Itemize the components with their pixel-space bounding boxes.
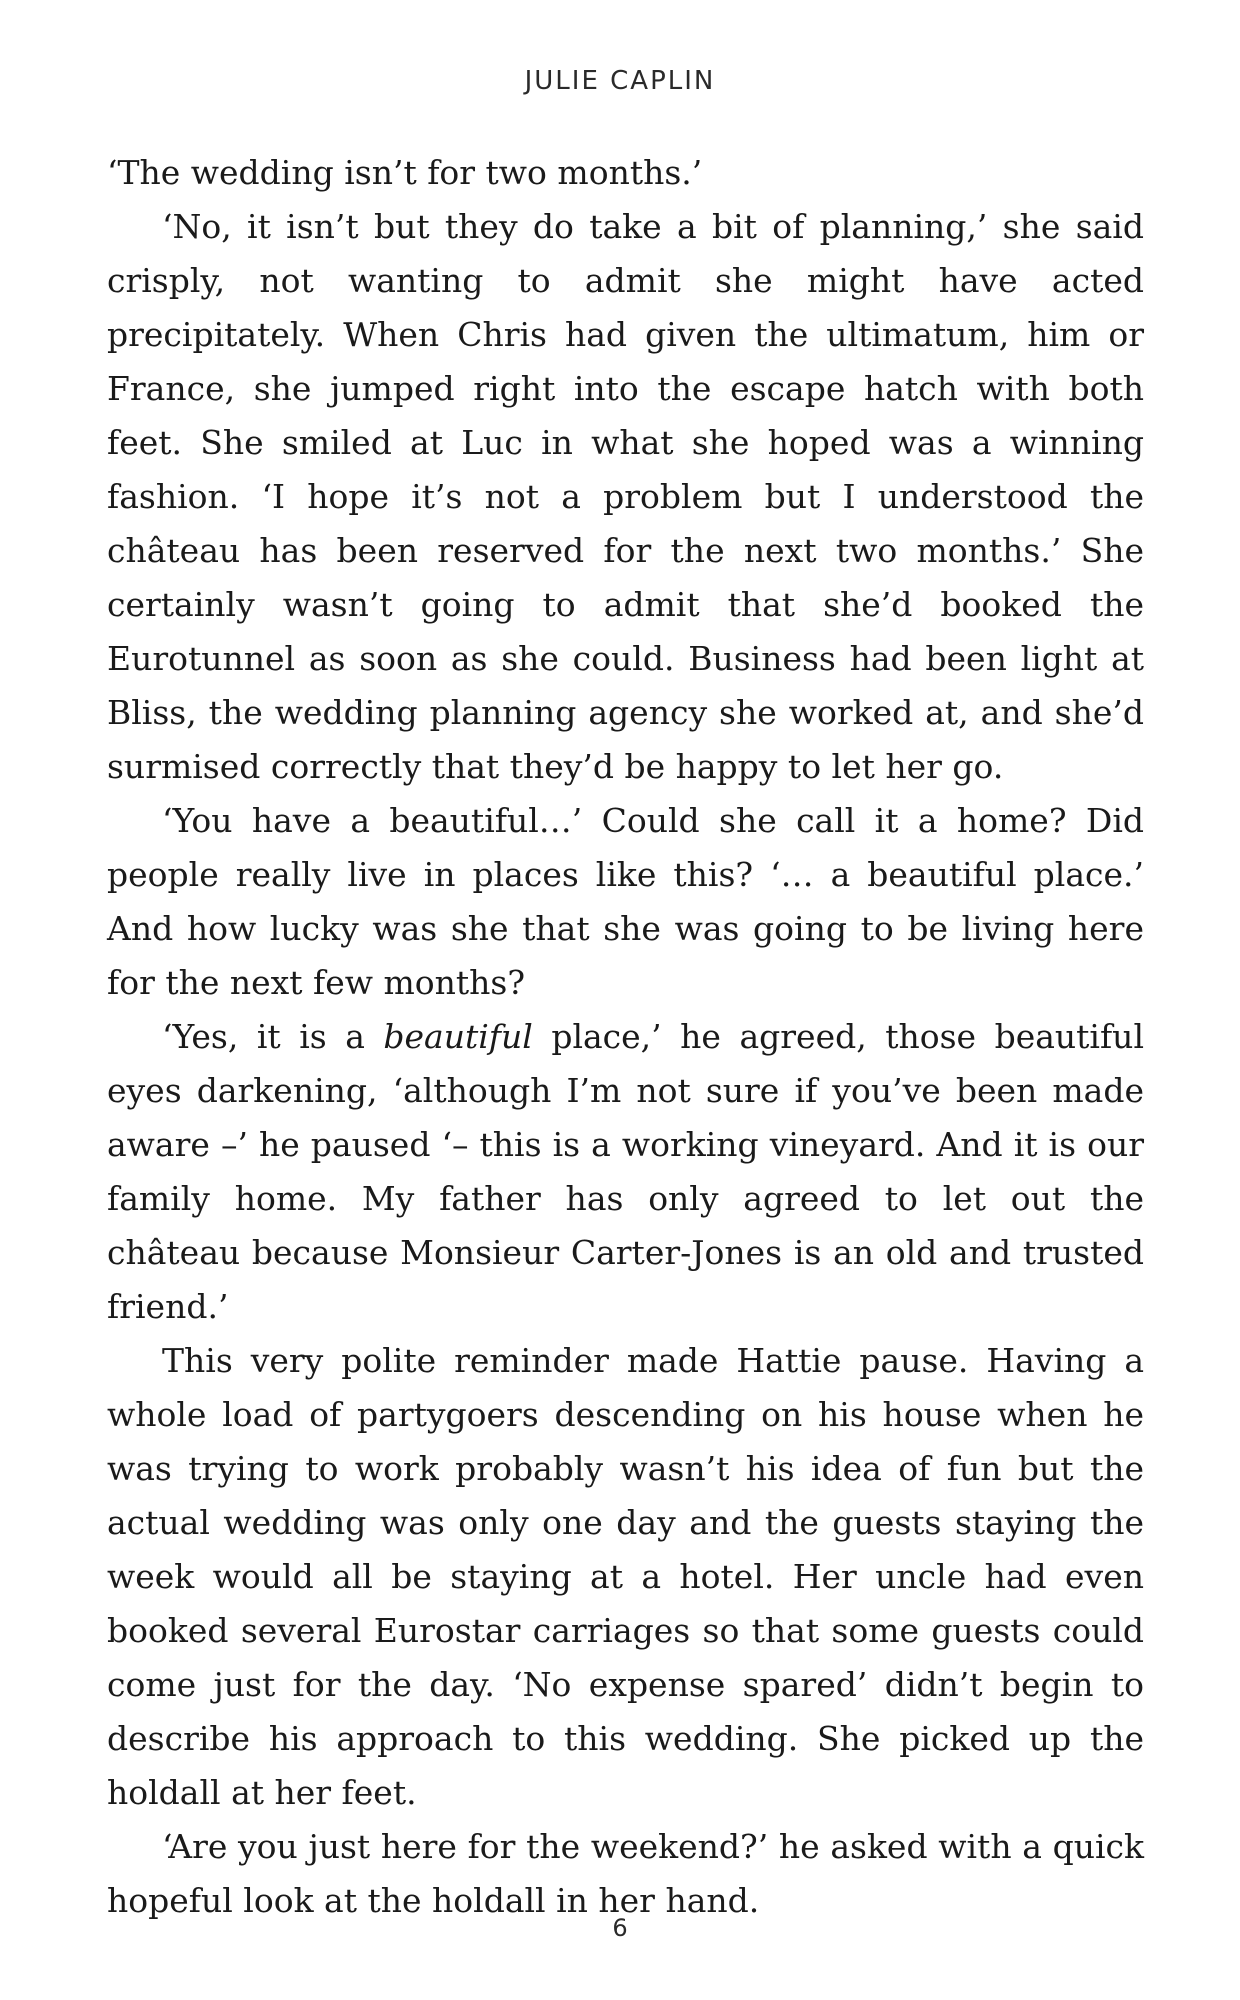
paragraph-text-after: place,’ he agreed, those beautiful eyes darkening, ‘although I’m not sure if you’ve been made aware –’ he paused ‘– this is a working vineyard. And it is our family home. My father has only agreed to let out the château because Monsieur Carter-Jones is an old and trusted friend.’ bbox=[107, 1017, 1144, 1326]
paragraph: ‘You have a beautiful…’ Could she call it a home? Did people really live in places like this? ‘… a beautiful place.’ And how lucky was she that she was going to be living here for the next few months? bbox=[107, 801, 1144, 1002]
paragraph bbox=[107, 1010, 1144, 1334]
paragraph: ‘No, it isn’t but they do take a bit of planning,’ she said crisply, not wanting to admit she might have acted precipitately. When Chris had given the ultimatum, him or France, she jumped right into the escape hatch with both feet. She smiled at Luc in what she hoped was a winning fashion. ‘I hope it’s not a problem but I understood the château has been reserved for the next two months.’ She certainly wasn’t going to admit that she’d booked the Eurotunnel as soon as she could. Business had been light at Bliss, the wedding planning agency she worked at, and she’d surmised correctly that they’d be happy to let her go. bbox=[107, 207, 1144, 786]
paragraph: ‘The wedding isn’t for two months.’ bbox=[107, 153, 703, 192]
emphasized-word: beautiful bbox=[383, 1017, 533, 1056]
paragraph: This very polite reminder made Hattie pause. Having a whole load of partygoers descending on his house when he was trying to work probably wasn’t his idea of fun but the actual wedding was only one day and the guests staying the week would all be staying at a hotel. Her uncle had even booked several Eurostar carriages so that some guests could come just for the day. ‘No expense spared’ didn’t begin to describe his approach to this wedding. She picked up the holdall at her feet. bbox=[107, 1341, 1144, 1812]
body-text bbox=[107, 146, 1144, 1928]
running-header-author: JULIE CAPLIN bbox=[524, 66, 716, 96]
paragraph: ‘Are you just here for the weekend?’ he asked with a quick hopeful look at the holdall in her hand. bbox=[107, 1827, 1144, 1920]
paragraph-text-before: ‘Yes, it is a bbox=[162, 1017, 384, 1056]
page-number: 6 bbox=[612, 1914, 628, 1942]
